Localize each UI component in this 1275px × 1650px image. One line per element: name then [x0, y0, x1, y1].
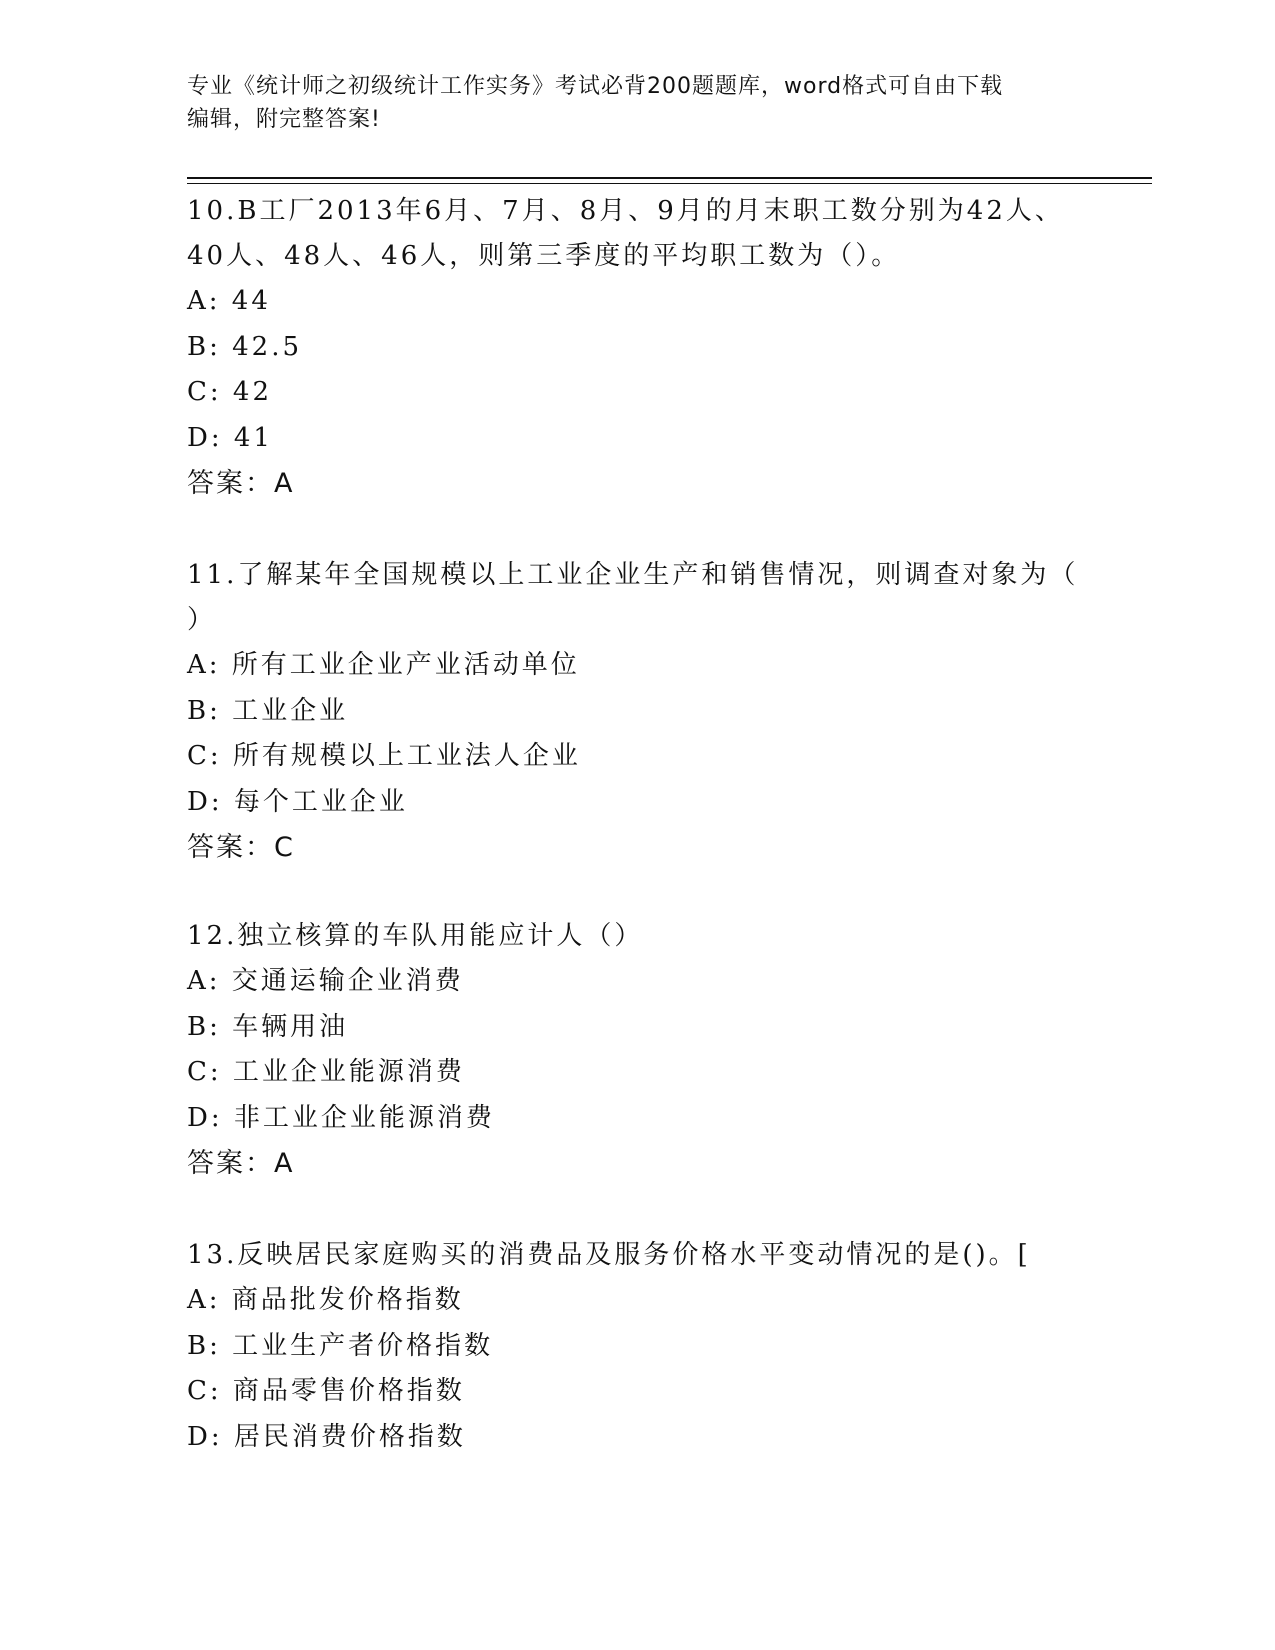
- question-text: 40人、48人、46人，则第三季度的平均职工数为（）。: [187, 241, 901, 271]
- question-text: 12.独立核算的车队用能应计人（）: [187, 921, 644, 951]
- option-c: C: 所有规模以上工业法人企业: [187, 741, 581, 771]
- document-header: [187, 70, 1087, 136]
- answer-line: 答案：A: [187, 1148, 295, 1179]
- question-text: 10.B工厂2013年6月、7月、8月、9月的月末职工数分别为42人、: [187, 196, 1064, 226]
- question-11: [187, 553, 1087, 871]
- option-c: C: 42: [187, 377, 273, 407]
- option-a: A: 所有工业企业产业活动单位: [187, 650, 580, 680]
- header-line-2: 编辑，附完整答案!: [187, 107, 381, 132]
- option-a: A: 44: [187, 286, 271, 316]
- option-a: A: 商品批发价格指数: [187, 1285, 464, 1315]
- option-d: D: 非工业企业能源消费: [187, 1102, 495, 1133]
- header-line-1: 专业《统计师之初级统计工作实务》考试必背200题题库，word格式可自由下载: [187, 74, 1004, 99]
- answer-line: 答案：A: [187, 468, 295, 499]
- question-12: [187, 914, 1087, 1187]
- header-divider-thin: [187, 183, 1152, 184]
- option-c: C: 商品零售价格指数: [187, 1376, 465, 1406]
- option-b: B: 42.5: [187, 331, 303, 362]
- option-c: C: 工业企业能源消费: [187, 1057, 465, 1087]
- option-b: B: 工业生产者价格指数: [187, 1330, 494, 1361]
- header-divider-thick: [187, 177, 1152, 179]
- question-text: ）: [187, 605, 217, 635]
- question-text: 13.反映居民家庭购买的消费品及服务价格水平变动情况的是()。[: [187, 1240, 1031, 1270]
- option-d: D: 居民消费价格指数: [187, 1421, 466, 1452]
- question-text: 11.了解某年全国规模以上工业企业生产和销售情况，则调查对象为（: [187, 560, 1079, 590]
- option-a: A: 交通运输企业消费: [187, 966, 464, 996]
- option-d: D: 每个工业企业: [187, 786, 408, 817]
- option-b: B: 车辆用油: [187, 1011, 349, 1042]
- option-b: B: 工业企业: [187, 695, 349, 726]
- answer-line: 答案：C: [187, 832, 295, 863]
- question-13: [187, 1233, 1087, 1460]
- option-d: D: 41: [187, 422, 273, 453]
- question-10: [187, 189, 1087, 507]
